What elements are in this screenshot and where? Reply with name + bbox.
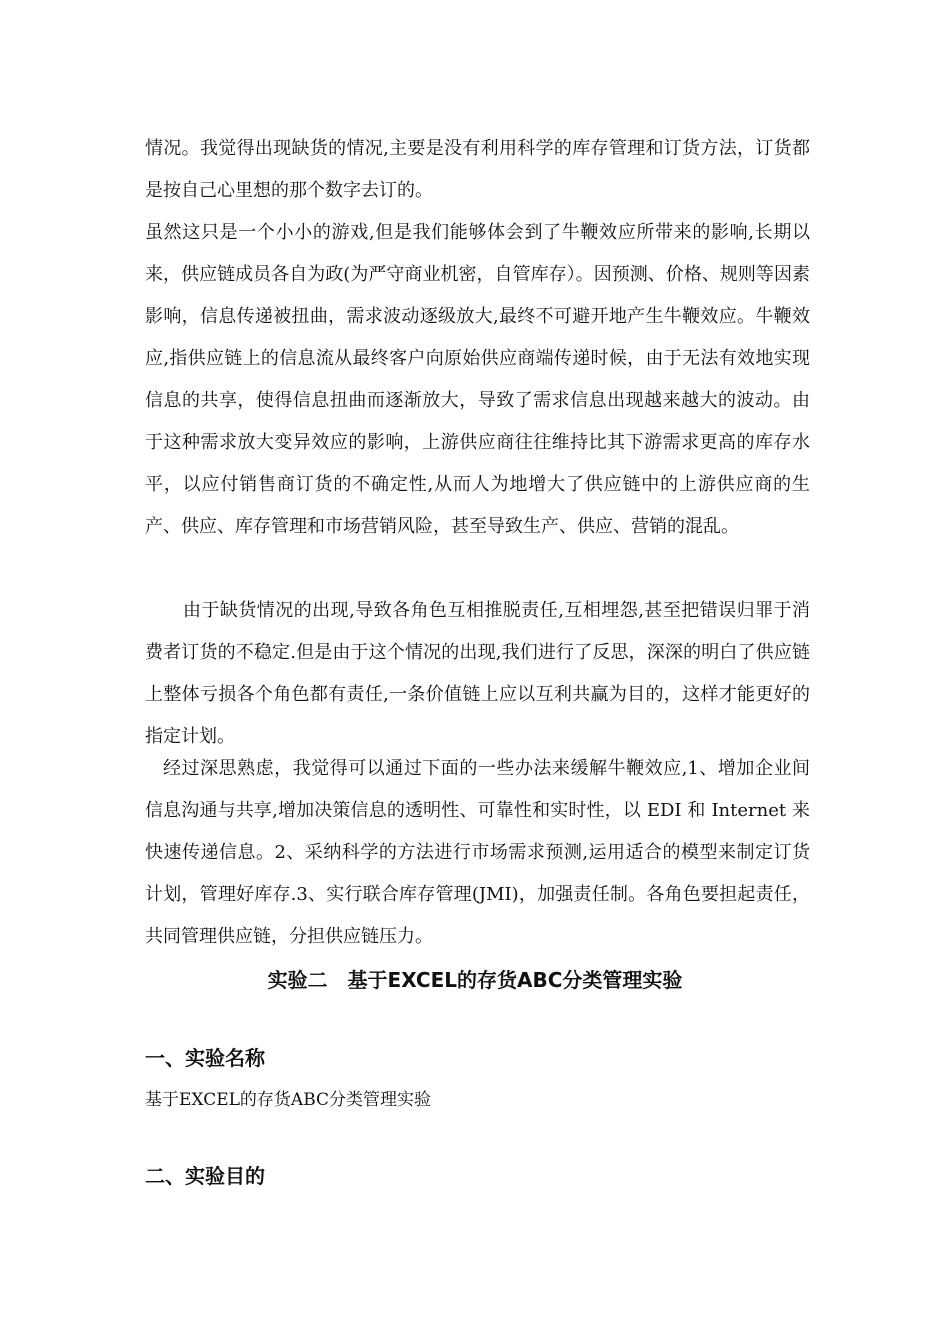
paragraph-mitigation-methods: 经过深思熟虑，我觉得可以通过下面的一些办法来缓解牛鞭效应,1、增加企业间信息沟通与共享,增加决策信息的透明性、可靠性和实时性，以 EDI 和 Internet 来快速传递信息。2、采纳科学的方法进行市场需求预测,运用适合的模型来制定订货计划，管理好库存.3、实行联合库存管理(JMI)，加强责任制。各角色要担起责任，共同管理供应链，分担供应链压力。	[145, 758, 810, 947]
section-heading-experiment-purpose: 二、实验目的	[145, 1164, 265, 1188]
experiment-title: 实验二 基于EXCEL的存货ABC分类管理实验	[267, 968, 683, 992]
paragraph-stockout-reflection: 由于缺货情况的出现,导致各角色互相推脱责任,互相埋怨,甚至把错误归罪于消费者订货的不稳定.但是由于这个情况的出现,我们进行了反思，深深的明白了供应链上整体亏损各个角色都有责任,一条价值链上应以互利共赢为目的，这样才能更好的指定计划。	[145, 600, 810, 747]
section-heading-experiment-name: 一、实验名称	[145, 1046, 265, 1070]
experiment-name-text: 基于EXCEL的存货ABC分类管理实验	[145, 1090, 432, 1110]
paragraph-bullwhip-effect: 虽然这只是一个小小的游戏,但是我们能够体会到了牛鞭效应所带来的影响,长期以来，供应链成员各自为政(为严守商业机密，自管库存）。因预测、价格、规则等因素影响，信息传递被扭曲，需求波动逐级放大,最终不可避开地产生牛鞭效应。牛鞭效应,指供应链上的信息流从最终客户向原始供应商端传递时候，由于无法有效地实现信息的共享，使得信息扭曲而逐渐放大，导致了需求信息出现越来越大的波动。由于这种需求放大变异效应的影响，上游供应商往往维持比其下游需求更高的库存水平，以应付销售商订货的不确定性,从而人为地增大了供应链中的上游供应商的生产、供应、库存管理和市场营销风险，甚至导致生产、供应、营销的混乱。	[145, 222, 810, 537]
paragraph-stockout-conclusion: 情况。我觉得出现缺货的情况,主要是没有利用科学的库存管理和订货方法，订货都是按自己心里想的那个数字去订的。	[145, 138, 810, 201]
